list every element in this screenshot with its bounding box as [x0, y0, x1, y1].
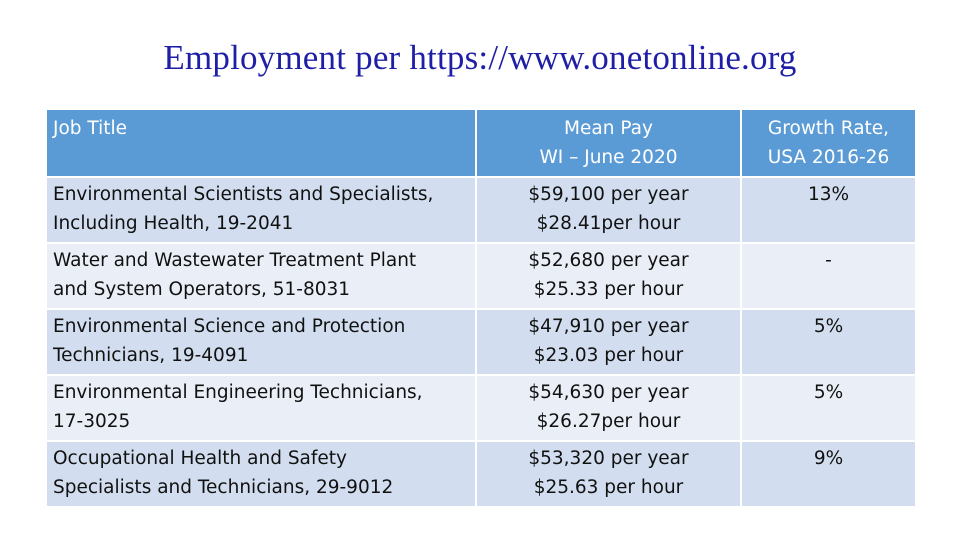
table-row [46, 177, 916, 243]
header-mean-pay-line1: Mean Pay [564, 118, 653, 139]
table-header-row [46, 109, 916, 177]
pay-per-hour: $28.41per hour [536, 213, 681, 234]
mean-pay-cell [476, 177, 741, 243]
pay-per-hour: $23.03 per hour [533, 345, 684, 366]
pay-per-hour: $25.33 per hour [533, 279, 684, 300]
job-title-line2: and System Operators, 51-8031 [53, 279, 351, 300]
mean-pay-cell [476, 441, 741, 507]
growth-rate-cell: 9% [741, 441, 916, 507]
job-title-cell [46, 177, 476, 243]
pay-per-hour: $26.27per hour [536, 411, 681, 432]
header-mean-pay [476, 109, 741, 177]
mean-pay-cell [476, 375, 741, 441]
table-row [46, 309, 916, 375]
job-title-line2: Specialists and Technicians, 29-9012 [53, 477, 394, 498]
table-row [46, 243, 916, 309]
mean-pay-cell [476, 243, 741, 309]
job-title-line2: Including Health, 19-2041 [53, 213, 294, 234]
header-growth-rate [741, 109, 916, 177]
pay-per-hour: $25.63 per hour [533, 477, 684, 498]
pay-per-year: $54,630 per year [528, 382, 689, 403]
job-title-line1: Water and Wastewater Treatment Plant [53, 250, 417, 271]
header-job-title [46, 109, 476, 177]
pay-per-year: $59,100 per year [528, 184, 689, 205]
table-row [46, 441, 916, 507]
job-title-line2: Technicians, 19-4091 [53, 345, 249, 366]
growth-rate-cell: 5% [741, 375, 916, 441]
job-title-cell [46, 309, 476, 375]
pay-per-year: $47,910 per year [528, 316, 689, 337]
slide-title: Employment per https://www.onetonline.org [163, 38, 797, 77]
header-mean-pay-line2: WI – June 2020 [539, 147, 678, 168]
growth-rate-cell: 5% [741, 309, 916, 375]
job-title-line2: 17-3025 [53, 411, 131, 432]
pay-per-year: $52,680 per year [528, 250, 689, 271]
header-job-title-label: Job Title [53, 118, 128, 139]
job-title-line1: Environmental Engineering Technicians, [53, 382, 423, 403]
job-title-cell [46, 375, 476, 441]
header-growth-line2: USA 2016-26 [767, 147, 890, 168]
employment-table [45, 108, 917, 508]
pay-per-year: $53,320 per year [528, 448, 689, 469]
growth-rate-cell: 13% [741, 177, 916, 243]
growth-rate-cell: - [741, 243, 916, 309]
mean-pay-cell [476, 309, 741, 375]
job-title-cell [46, 243, 476, 309]
job-title-line1: Environmental Scientists and Specialists, [53, 184, 434, 205]
job-title-line1: Environmental Science and Protection [53, 316, 406, 337]
header-growth-line1: Growth Rate, [767, 118, 890, 139]
job-title-line1: Occupational Health and Safety [53, 448, 347, 469]
job-title-cell [46, 441, 476, 507]
table-row [46, 375, 916, 441]
